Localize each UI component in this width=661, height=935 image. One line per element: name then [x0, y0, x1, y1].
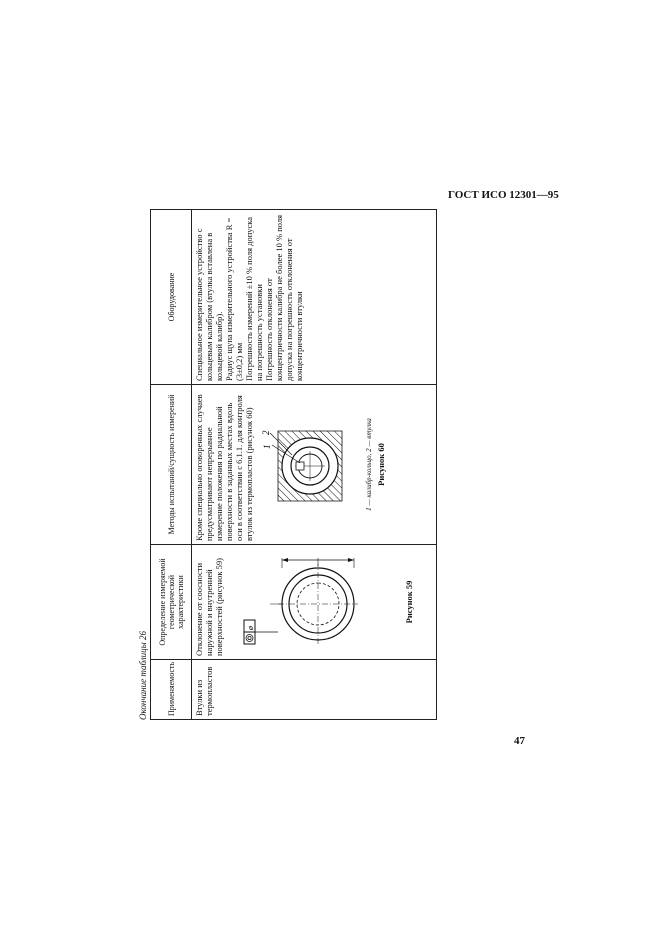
method-text: Кроме специально оговоренных случаев предусматривают непрерывное измерение положения по радиальной поверхности в заданных местах вдоль оси в соответствии с 6.1.1. для контроля втулок из термопластов (рисунок 60) — [194, 394, 254, 541]
figure-59-label: Рисунок 59 — [404, 580, 414, 624]
applicability-cell — [192, 660, 437, 720]
callout-2: 2 — [261, 430, 271, 435]
method-cell — [192, 385, 437, 545]
figure-60-label: Рисунок 60 — [376, 443, 386, 486]
table-caption: Окончание таблицы 26 — [138, 630, 148, 720]
page-number: 47 — [514, 735, 525, 747]
definition-cell — [192, 545, 437, 660]
equipment-cell — [192, 210, 437, 385]
figure-59-drawing — [230, 551, 400, 656]
column-header: Методы испытаний/сущность измерений — [151, 385, 192, 545]
diameter-symbol: ø — [246, 626, 255, 630]
figure-59 — [230, 548, 414, 656]
equipment-text-4: Погрешность отклонения от концентричности калибра не более 10 % поля допуска на погрешность отклонения от концентричности втулки — [264, 214, 304, 381]
definition-text: Отклонение от соосности наружной и внутренней поверхностей (рисунок 59) — [194, 558, 224, 656]
equipment-text-1: Специальное измерительное устройство с кольцевым калибром (втулка вставлена в кольцевой калибр). — [194, 228, 224, 381]
callout-1: 1 — [262, 444, 272, 449]
figure-60 — [260, 388, 386, 541]
equipment-text-2: Радиус щупа измерительного устройства R = (3±0,2) мм — [224, 217, 244, 381]
rotated-table-block — [138, 210, 438, 720]
figure-60-legend: 1 — калибр-кольцо, 2 — втулка — [365, 418, 373, 511]
column-header: Применяемость — [151, 660, 192, 720]
applicability-text: Втулки из термопластов — [194, 666, 214, 716]
column-header: Оборудование — [151, 210, 192, 385]
table-header-row — [151, 210, 192, 720]
table-row — [192, 210, 437, 720]
standard-code: ГОСТ ИСО 12301—95 — [448, 189, 559, 201]
column-header: Определение измеряемой геометрической характеристики — [151, 545, 192, 660]
figure-60-drawing — [260, 391, 360, 541]
equipment-text-3: Погрешность измерений ±10 % поля допуска на погрешность установки — [244, 216, 264, 381]
data-table — [150, 209, 437, 720]
